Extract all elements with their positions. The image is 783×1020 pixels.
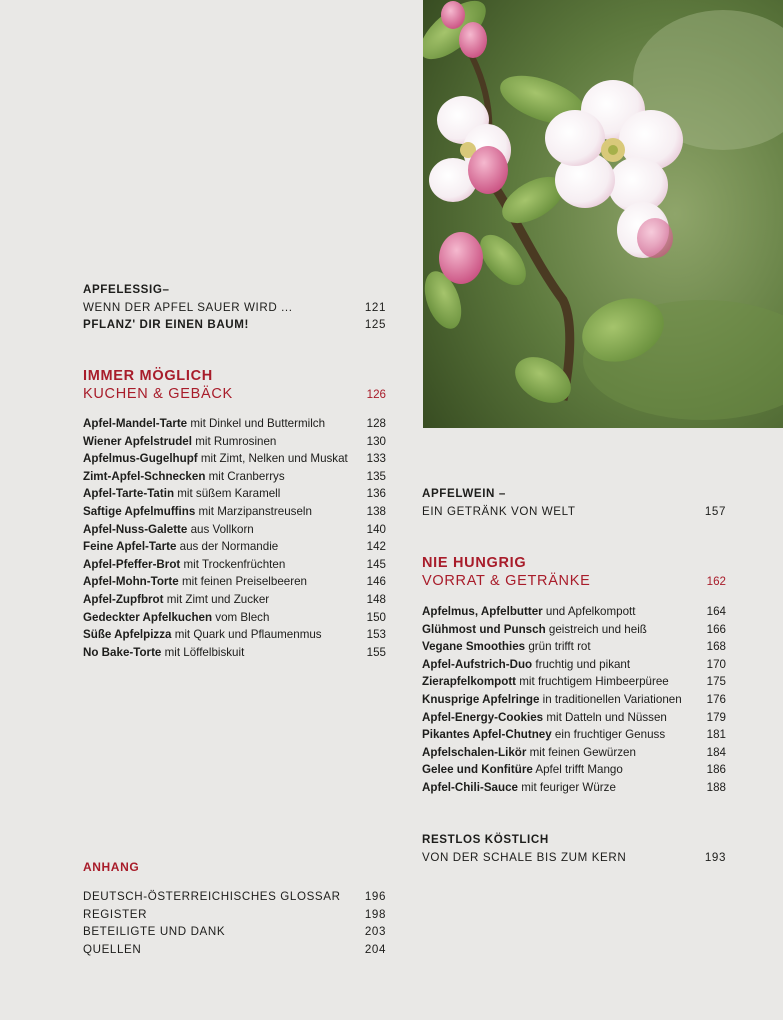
recipe-title (83, 609, 269, 627)
entry-subtitle-row (422, 503, 726, 521)
recipe-description: ein fruchtiger Genuss (551, 728, 666, 742)
recipe-title (83, 538, 278, 556)
recipe-description: mit feinen Preiselbeeren (178, 575, 307, 589)
entry-title: REGISTER (83, 907, 148, 921)
entry-page: 196 (364, 890, 386, 903)
recipe-title (422, 691, 682, 709)
recipe-page: 188 (706, 780, 726, 794)
recipe-page: 181 (706, 728, 726, 742)
section-subheading-row[interactable] (83, 386, 386, 404)
section-subheading: VORRAT & GETRÄNKE (422, 572, 591, 589)
recipe-entry[interactable] (83, 485, 386, 503)
entry-page: 204 (364, 942, 386, 956)
recipe-name: Apfel-Mandel-Tarte (83, 417, 188, 430)
recipe-title (422, 744, 636, 762)
recipe-page: 145 (366, 557, 386, 571)
recipe-page: 184 (706, 745, 726, 759)
recipe-name: Zimt-Apfel-Schnecken (83, 469, 206, 483)
entry-page: 193 (704, 850, 726, 864)
recipe-description: vom Blech (212, 610, 270, 624)
recipe-entry[interactable] (83, 503, 386, 521)
recipe-title (83, 415, 325, 433)
recipe-name: Saftige Apfelmuffins (83, 504, 196, 518)
toc-entry-apfelwein[interactable] (422, 485, 726, 520)
recipe-page: 150 (366, 610, 386, 624)
recipe-description: mit Quark und Pflaumenmus (171, 628, 322, 642)
recipe-name: Apfelmus, Apfelbutter (422, 605, 543, 618)
recipe-page: 135 (366, 469, 386, 483)
entry-title: RESTLOS KÖSTLICH (422, 833, 549, 846)
recipe-title (83, 556, 285, 574)
recipe-description: aus Vollkorn (187, 522, 254, 536)
recipe-page: 128 (366, 417, 386, 430)
recipe-entry[interactable] (83, 433, 386, 451)
recipe-name: Knusprige Apfelringe (422, 692, 540, 706)
recipe-description: aus der Normandie (176, 540, 279, 554)
recipe-name: Wiener Apfelstrudel (83, 434, 192, 448)
recipe-title (83, 521, 254, 539)
recipe-entry[interactable] (422, 779, 726, 797)
recipe-description: und Apfelkompott (542, 605, 636, 618)
recipe-entry[interactable] (83, 609, 386, 627)
recipe-name: Süße Apfelpizza (83, 628, 172, 642)
entry-title: WENN DER APFEL SAUER WIRD ... (83, 300, 293, 314)
recipe-page: 186 (706, 763, 726, 777)
recipe-page: 176 (706, 692, 726, 706)
recipe-entry[interactable] (83, 644, 386, 662)
recipe-name: Pikantes Apfel-Chutney (422, 728, 552, 742)
recipe-page: 133 (366, 452, 386, 466)
recipe-title (422, 761, 623, 779)
recipe-page: 153 (366, 628, 386, 642)
recipe-title (83, 485, 280, 503)
recipe-entry[interactable] (83, 591, 386, 609)
section-vorrat (422, 555, 726, 590)
recipe-title (422, 603, 635, 621)
section-page: 126 (366, 387, 386, 401)
appendix-entry[interactable] (83, 888, 386, 906)
entry-title: APFELWEIN – (422, 487, 506, 500)
recipe-entry[interactable] (83, 468, 386, 486)
recipe-title (422, 638, 591, 656)
entry-subtitle: VON DER SCHALE BIS ZUM KERN (422, 850, 627, 864)
recipe-description: geistreich und heiß (545, 622, 647, 636)
recipe-entry[interactable] (83, 521, 386, 539)
recipe-description: mit Zimt und Zucker (163, 592, 270, 606)
appendix-entry[interactable] (83, 906, 386, 924)
recipe-title (422, 709, 667, 727)
recipe-page: 142 (366, 540, 386, 554)
recipe-page: 148 (366, 592, 386, 606)
recipe-title (83, 644, 244, 662)
section-anhang (83, 859, 386, 877)
recipe-name: Glühmost und Punsch (422, 622, 546, 636)
entry-subtitle: EIN GETRÄNK VON WELT (422, 504, 576, 518)
recipe-title (83, 450, 348, 468)
recipe-description: grün trifft rot (525, 640, 591, 654)
recipe-description: fruchtig und pikant (532, 657, 631, 671)
recipe-list-kuchen (83, 415, 386, 661)
recipe-entry[interactable] (422, 656, 726, 674)
toc-entry-restlos[interactable] (422, 831, 726, 866)
recipe-description: mit Trockenfrüchten (180, 557, 286, 571)
recipe-title (83, 503, 312, 521)
toc-entry-apfelessig-sub[interactable] (83, 299, 386, 317)
recipe-title (422, 779, 616, 797)
appendix-entry[interactable] (83, 923, 386, 941)
recipe-page: 136 (366, 487, 386, 501)
recipe-name: No Bake-Torte (83, 645, 162, 659)
recipe-entry[interactable] (83, 556, 386, 574)
recipe-entry[interactable] (83, 450, 386, 468)
recipe-entry[interactable] (83, 573, 386, 591)
recipe-page: 166 (706, 622, 726, 636)
recipe-title (83, 626, 322, 644)
recipe-description: mit feinen Gewürzen (526, 745, 636, 759)
toc-top-entries (83, 281, 386, 334)
entry-title: PFLANZ' DIR EINEN BAUM! (83, 318, 249, 332)
recipe-description: mit Löffelbiskuit (161, 645, 245, 659)
recipe-title (422, 673, 669, 691)
appendix-entry[interactable] (83, 941, 386, 959)
recipe-name: Apfel-Pfeffer-Brot (83, 557, 181, 571)
recipe-entry[interactable] (422, 726, 726, 744)
recipe-name: Apfel-Tarte-Tatin (83, 487, 175, 501)
recipe-name: Gedeckter Apfelkuchen (83, 610, 213, 624)
recipe-entry[interactable] (83, 626, 386, 644)
recipe-entry[interactable] (422, 673, 726, 691)
recipe-name: Apfel-Nuss-Galette (83, 522, 188, 536)
toc-entry-apfelessig[interactable] (83, 281, 386, 299)
recipe-description: mit Marzipanstreuseln (195, 504, 312, 518)
entry-title: DEUTSCH-ÖSTERREICHISCHES GLOSSAR (83, 890, 341, 903)
recipe-entry[interactable] (83, 415, 386, 433)
recipe-name: Zierapfelkompott (422, 675, 517, 689)
recipe-description: mit Datteln und Nüssen (543, 710, 667, 724)
recipe-entry[interactable] (422, 691, 726, 709)
recipe-page: 164 (706, 605, 726, 618)
recipe-title (422, 656, 630, 674)
recipe-entry[interactable] (422, 638, 726, 656)
recipe-name: Apfelmus-Gugelhupf (83, 452, 198, 466)
recipe-page: 130 (366, 434, 386, 448)
recipe-entry[interactable] (83, 538, 386, 556)
appendix-heading: ANHANG (83, 860, 140, 874)
recipe-description: mit süßem Karamell (174, 487, 281, 501)
appendix-list (83, 888, 386, 958)
recipe-page: 155 (366, 645, 386, 659)
recipe-page: 140 (366, 522, 386, 536)
entry-page: 157 (704, 504, 726, 518)
recipe-name: Feine Apfel-Tarte (83, 540, 177, 554)
recipe-title (83, 573, 307, 591)
recipe-entry[interactable] (422, 621, 726, 639)
recipe-entry[interactable] (422, 744, 726, 762)
recipe-description: mit feuriger Würze (517, 780, 616, 794)
recipe-name: Apfel-Energy-Cookies (422, 710, 544, 724)
recipe-entry[interactable] (422, 709, 726, 727)
recipe-name: Apfel-Zupfbrot (83, 592, 164, 606)
recipe-title (422, 621, 647, 639)
entry-page: 203 (364, 925, 386, 939)
recipe-description: Apfel trifft Mango (532, 763, 623, 777)
recipe-page: 170 (706, 657, 726, 671)
section-page: 162 (706, 574, 726, 588)
recipe-description: mit Zimt, Nelken und Muskat (197, 452, 348, 466)
recipe-description: mit Cranberrys (205, 469, 285, 483)
recipe-title (83, 433, 276, 451)
recipe-name: Apfel-Mohn-Torte (83, 575, 179, 589)
recipe-page: 175 (706, 675, 726, 689)
entry-page: 198 (364, 907, 386, 921)
entry-title: BETEILIGTE UND DANK (83, 925, 226, 939)
recipe-description: mit Dinkel und Buttermilch (187, 417, 326, 430)
section-kuchen (83, 368, 386, 403)
recipe-entry[interactable] (422, 603, 726, 621)
recipe-entry[interactable] (422, 761, 726, 779)
section-subheading-row[interactable] (422, 573, 726, 591)
recipe-page: 146 (366, 575, 386, 589)
section-heading: NIE HUNGRIG (422, 555, 527, 571)
recipe-name: Apfel-Chili-Sauce (422, 780, 518, 794)
section-subheading: KUCHEN & GEBÄCK (83, 385, 233, 402)
recipe-title (83, 468, 285, 486)
recipe-description: mit Rumrosinen (191, 434, 277, 448)
recipe-page: 168 (706, 640, 726, 654)
section-heading: IMMER MÖGLICH (83, 368, 213, 384)
entry-title: APFELESSIG– (83, 283, 170, 296)
recipe-list-vorrat (422, 603, 726, 797)
recipe-description: in traditionellen Variationen (539, 692, 682, 706)
entry-subtitle-row (422, 849, 726, 867)
recipe-name: Apfel-Aufstrich-Duo (422, 657, 533, 671)
recipe-page: 138 (366, 504, 386, 518)
recipe-name: Apfelschalen-Likör (422, 745, 527, 759)
recipe-title (83, 591, 269, 609)
entry-page: 121 (364, 300, 386, 314)
recipe-name: Vegane Smoothies (422, 640, 526, 654)
apple-blossom-photo (423, 0, 783, 428)
recipe-description: mit fruchtigem Himbeerpüree (516, 675, 669, 689)
entry-title: QUELLEN (83, 942, 142, 956)
recipe-title (422, 726, 665, 744)
entry-page: 125 (364, 318, 386, 332)
recipe-name: Gelee und Konfitüre (422, 763, 533, 777)
toc-entry-pflanz[interactable] (83, 316, 386, 334)
recipe-page: 179 (706, 710, 726, 724)
